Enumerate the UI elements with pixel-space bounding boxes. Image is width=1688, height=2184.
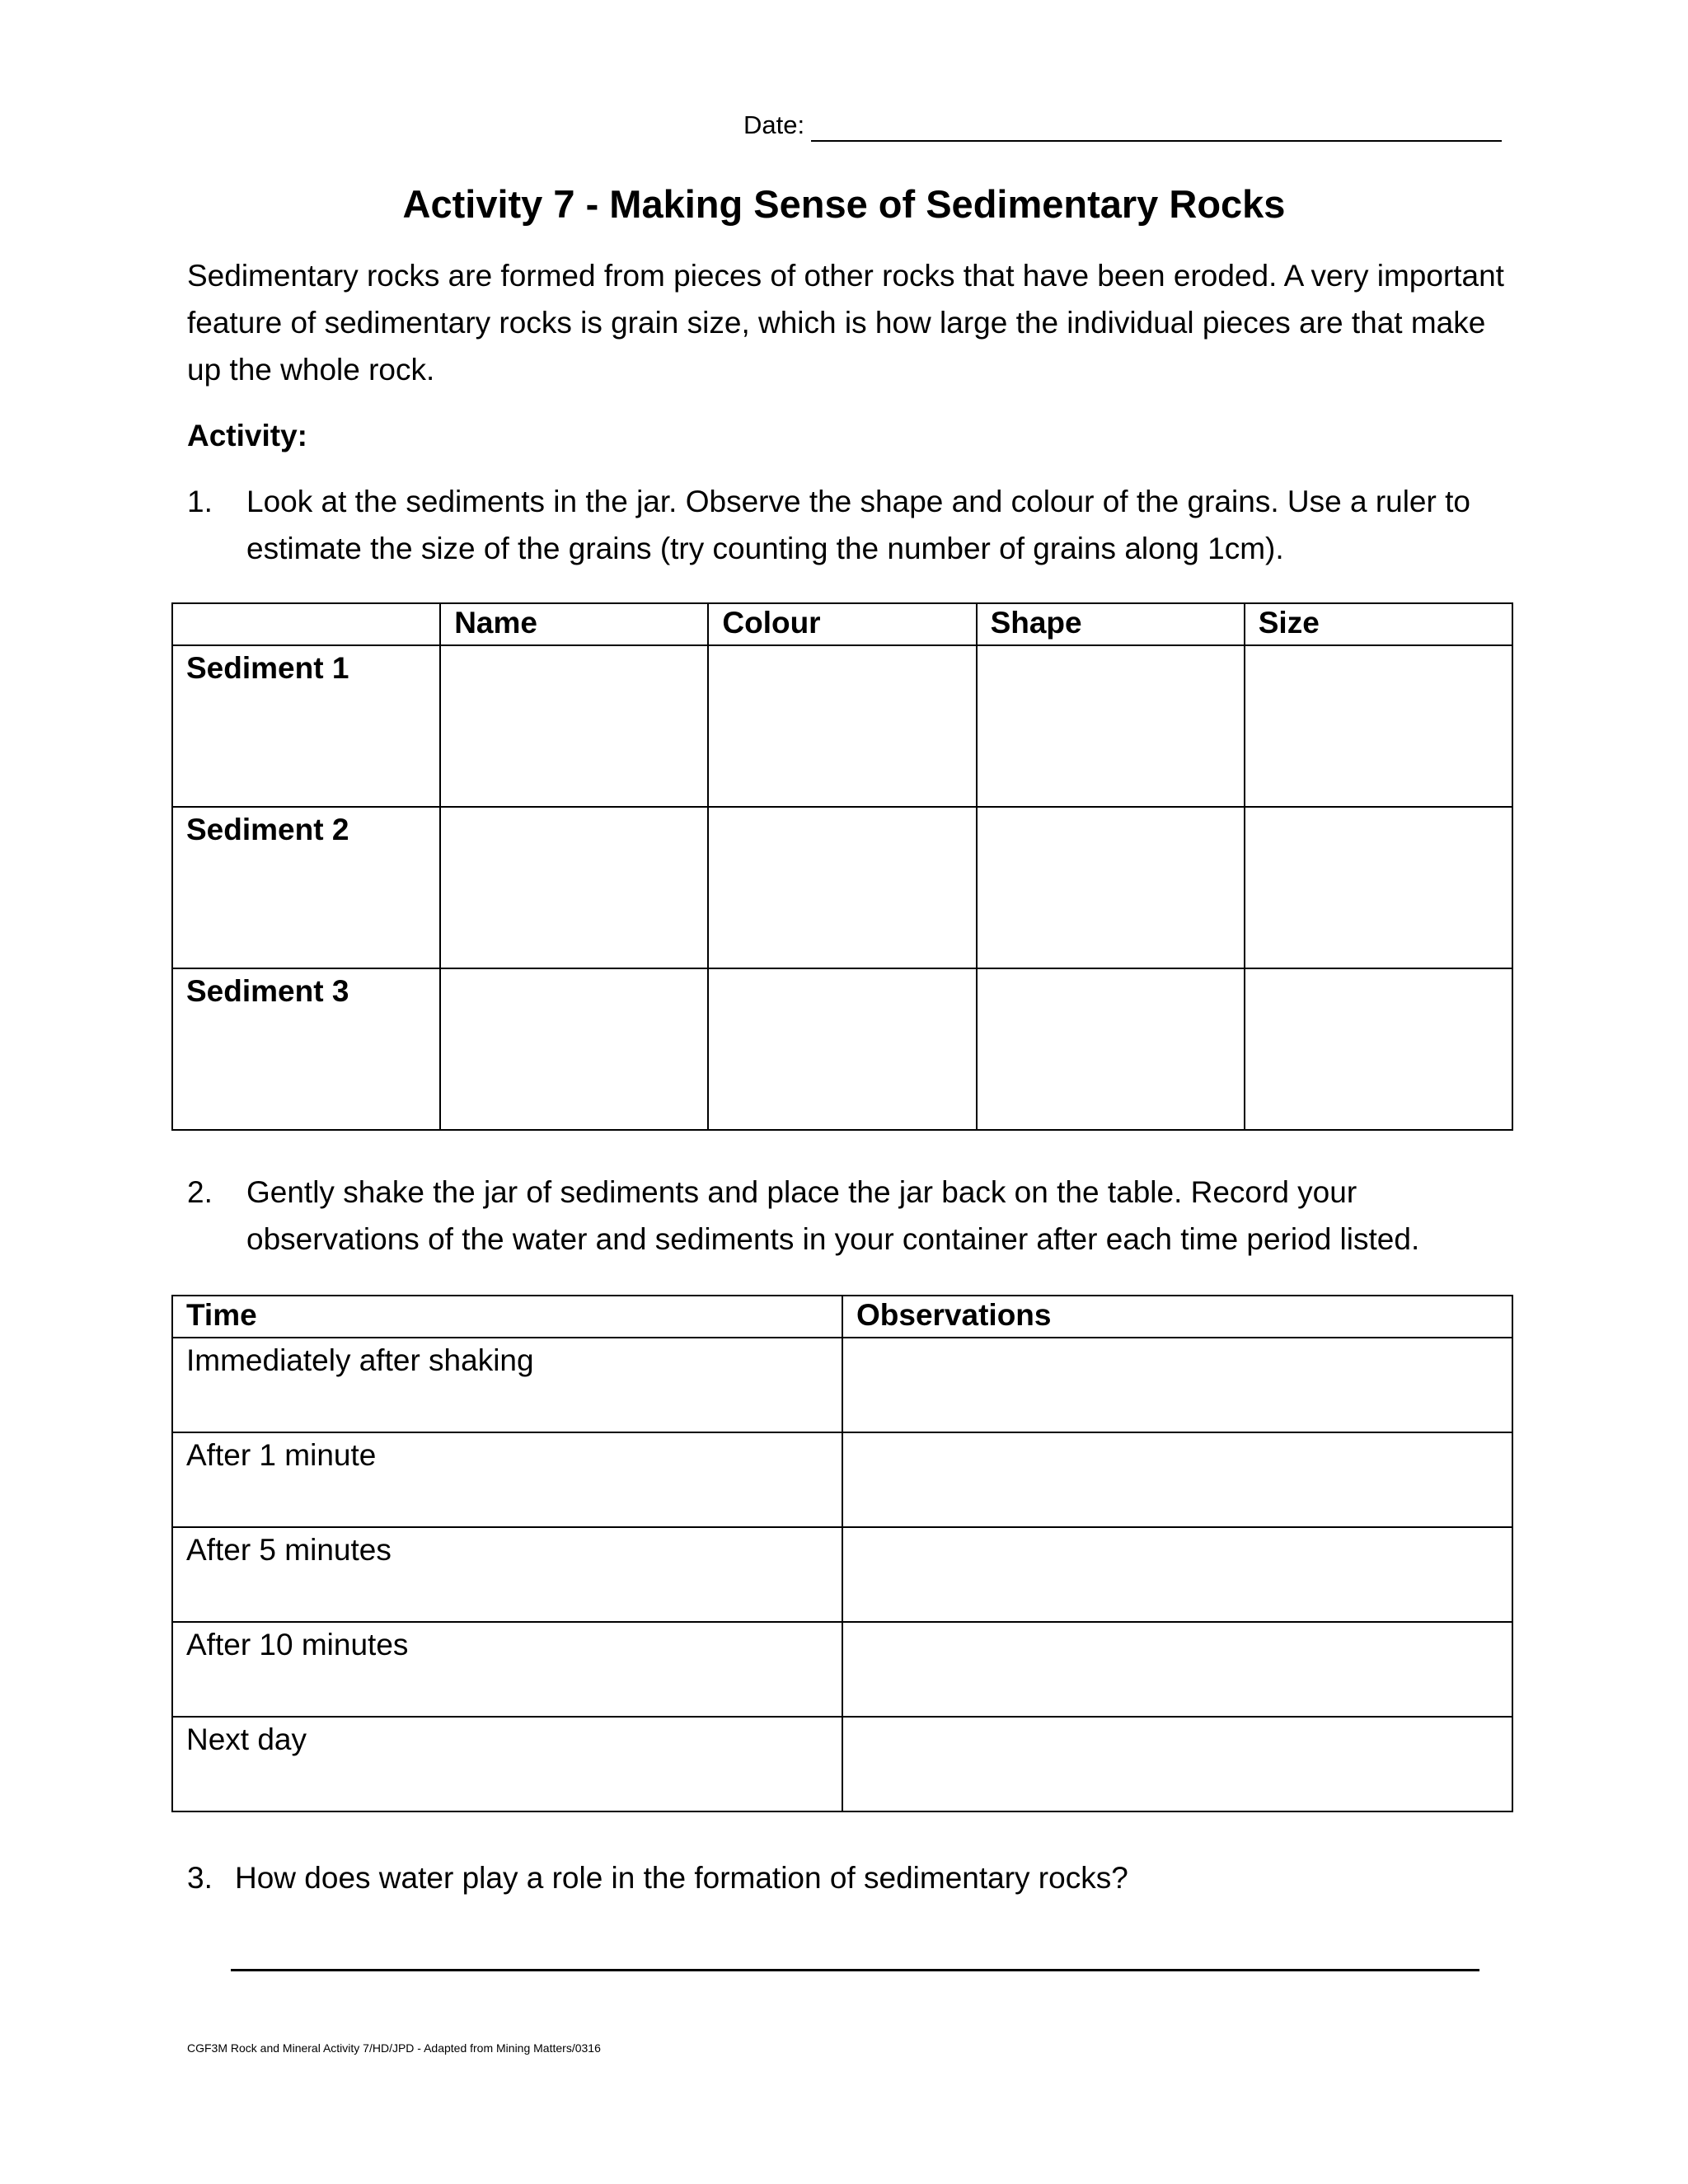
sediment-row-label: Sediment 3 (172, 968, 440, 1130)
question-1 (187, 478, 1522, 572)
observation-header-time: Time (172, 1296, 842, 1338)
question-1-number: 1. (187, 485, 213, 518)
table-row (172, 645, 1512, 807)
table-row (172, 1338, 1512, 1432)
sediment-3-name-cell[interactable] (440, 968, 708, 1130)
answer-line[interactable] (231, 1969, 1479, 1971)
table-row (172, 1717, 1512, 1811)
table-row (172, 968, 1512, 1130)
sediment-table (171, 602, 1513, 1131)
sediment-2-colour-cell[interactable] (708, 807, 976, 968)
sediment-1-size-cell[interactable] (1245, 645, 1512, 807)
table-row (172, 1432, 1512, 1527)
sediment-header-colour: Colour (708, 603, 976, 645)
intro-paragraph: Sedimentary rocks are formed from pieces of other rocks that have been eroded. A very important feature of sedimentary rocks is grain size, which is how large the individual pieces are that make up the whole rock. (187, 259, 1504, 387)
sediment-3-shape-cell[interactable] (977, 968, 1245, 1130)
table-row (172, 1527, 1512, 1622)
question-2-number: 2. (187, 1175, 213, 1209)
time-cell: After 5 minutes (172, 1527, 842, 1622)
observation-cell[interactable] (842, 1432, 1512, 1527)
observation-cell[interactable] (842, 1622, 1512, 1717)
activity-heading: Activity: (187, 419, 307, 452)
sediment-header-name: Name (440, 603, 708, 645)
date-label: Date: (743, 110, 805, 139)
sediment-2-shape-cell[interactable] (977, 807, 1245, 968)
sediment-3-size-cell[interactable] (1245, 968, 1512, 1130)
sediment-2-size-cell[interactable] (1245, 807, 1512, 968)
sediment-header-shape: Shape (977, 603, 1245, 645)
footer-note: CGF3M Rock and Mineral Activity 7/HD/JPD - Adapted from Mining Matters/0316 (187, 2041, 601, 2055)
sediment-header-size: Size (1245, 603, 1512, 645)
question-1-text: Look at the sediments in the jar. Observe the shape and colour of the grains. Use a ruler to estimate the size of the grains (try counting the number of grains along 1cm). (246, 485, 1470, 565)
time-cell: After 10 minutes (172, 1622, 842, 1717)
table-row (172, 1622, 1512, 1717)
question-2 (187, 1169, 1522, 1263)
sediment-1-colour-cell[interactable] (708, 645, 976, 807)
time-cell: After 1 minute (172, 1432, 842, 1527)
observation-header-observations: Observations (842, 1296, 1512, 1338)
time-cell: Next day (172, 1717, 842, 1811)
observation-cell[interactable] (842, 1338, 1512, 1432)
observation-cell[interactable] (842, 1527, 1512, 1622)
question-3-text: How does water play a role in the formation of sedimentary rocks? (235, 1861, 1128, 1895)
observation-table (171, 1295, 1513, 1812)
sediment-1-shape-cell[interactable] (977, 645, 1245, 807)
sediment-1-name-cell[interactable] (440, 645, 708, 807)
date-field (743, 109, 1502, 142)
sediment-row-label: Sediment 1 (172, 645, 440, 807)
sediment-row-label: Sediment 2 (172, 807, 440, 968)
observation-cell[interactable] (842, 1717, 1512, 1811)
question-2-text: Gently shake the jar of sediments and place the jar back on the table. Record your observations of the water and sediments in your container after each time period listed. (246, 1175, 1420, 1256)
date-blank-line[interactable] (811, 115, 1502, 142)
table-row (172, 807, 1512, 968)
page-title: Activity 7 - Making Sense of Sedimentary Rocks (402, 182, 1286, 226)
sediment-2-name-cell[interactable] (440, 807, 708, 968)
observation-table-header (172, 1296, 1512, 1338)
sediment-table-header (172, 603, 1512, 645)
question-3 (187, 1854, 1522, 1901)
question-3-number: 3. (187, 1861, 213, 1895)
time-cell: Immediately after shaking (172, 1338, 842, 1432)
sediment-header-blank (172, 603, 440, 645)
sediment-3-colour-cell[interactable] (708, 968, 976, 1130)
